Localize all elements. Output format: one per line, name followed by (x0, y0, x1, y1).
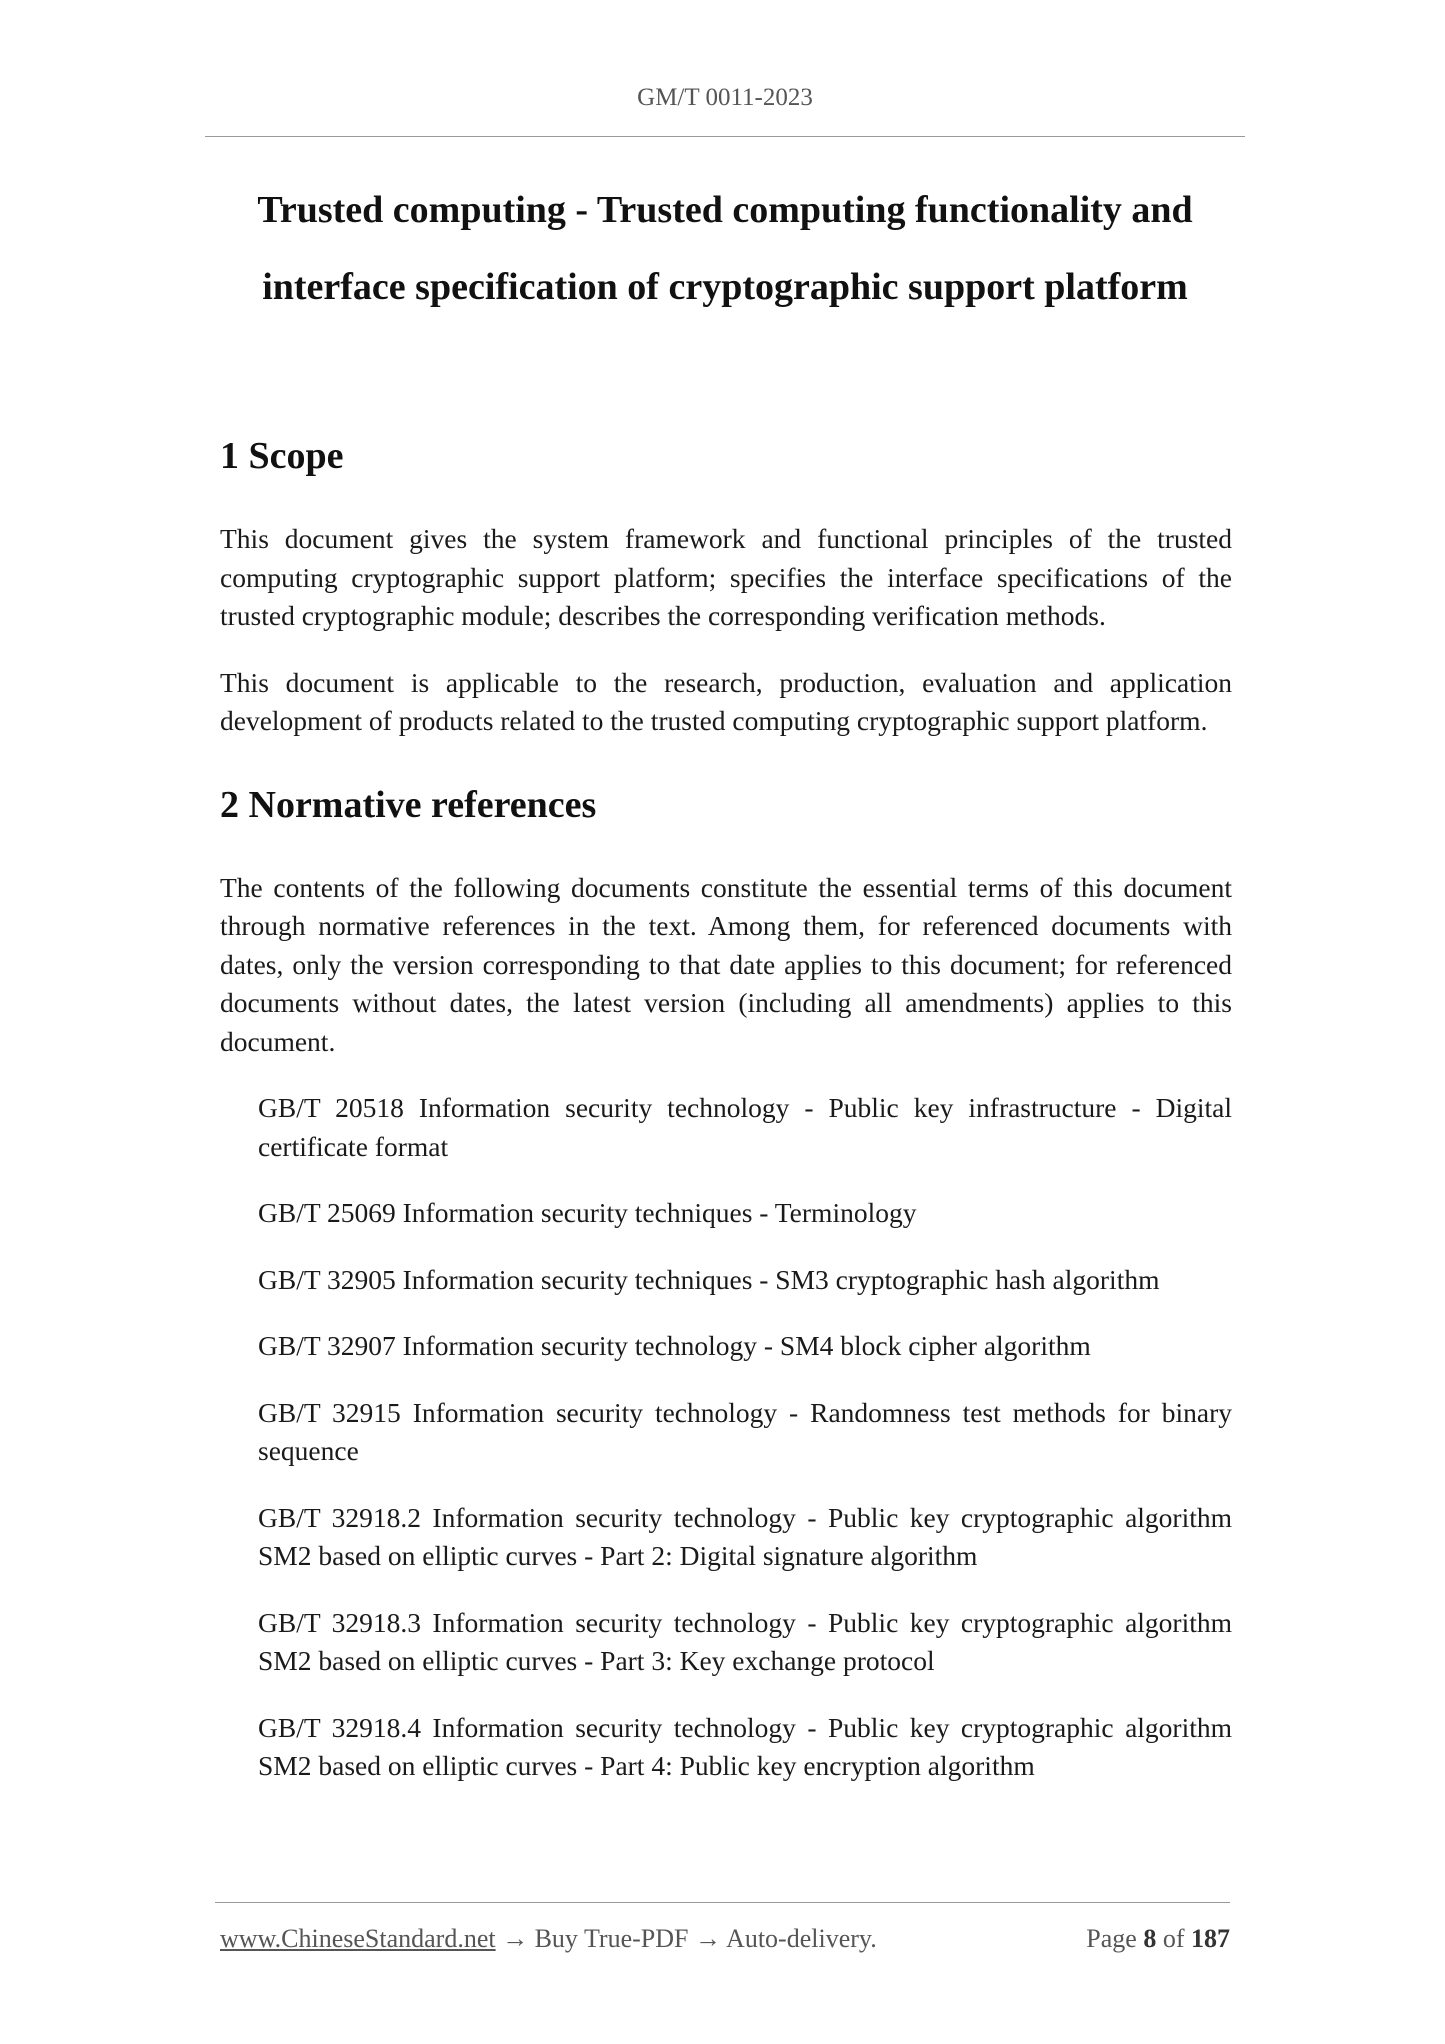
footer-promo-text: → Buy True-PDF → Auto-delivery. (495, 1924, 877, 1953)
normative-intro-paragraph: The contents of the following documents constitute the essential terms of this document through normative references in the text. Among them, for referenced documents with dates, only the version corresponding to that date applies to this document; for referenced documents without dates, the latest version (including all amendments) applies to this document. (220, 871, 1232, 1057)
reference-item: GB/T 25069 Information security techniques - Terminology (258, 1197, 917, 1228)
document-code-header: GM/T 0011-2023 (637, 84, 813, 111)
footer-divider (215, 1902, 1230, 1903)
page-indicator (1086, 1924, 1230, 1954)
scope-paragraph: This document is applicable to the research, production, evaluation and application development of products related to the trusted computing cryptographic support platform. (220, 666, 1232, 736)
of-label: of (1162, 1924, 1185, 1953)
reference-item: GB/T 20518 Information security technology - Public key infrastructure - Digital certificate format (258, 1092, 1232, 1162)
site-link[interactable]: www.ChineseStandard.net (220, 1924, 496, 1953)
page-total: 187 (1191, 1924, 1230, 1953)
document-title-line-1: Trusted computing - Trusted computing functionality and (257, 189, 1193, 231)
reference-item: GB/T 32915 Information security technology - Randomness test methods for binary sequence (258, 1396, 1232, 1466)
page-footer (220, 1924, 1230, 1954)
page-label: Page (1086, 1924, 1137, 1953)
scope-paragraph: This document gives the system framework and functional principles of the trusted computing cryptographic support platform; specifies the interface specifications of the trusted cryptographic module; describes the corresponding verification methods. (220, 523, 1232, 631)
reference-item: GB/T 32907 Information security technology - SM4 block cipher algorithm (258, 1330, 1091, 1361)
document-title (205, 172, 1245, 326)
page-number: 8 (1143, 1924, 1157, 1953)
footer-left (220, 1924, 877, 1954)
reference-item: GB/T 32905 Information security techniques - SM3 cryptographic hash algorithm (258, 1263, 1160, 1295)
document-body (220, 426, 1232, 1786)
reference-item: GB/T 32918.4 Information security technology - Public key cryptographic algorithm SM2 based on elliptic curves - Part 4: Public key encryption algorithm (258, 1711, 1232, 1781)
document-title-line-2: interface specification of cryptographic support platform (262, 266, 1188, 308)
section-heading-scope: 1 Scope (220, 435, 344, 477)
reference-item: GB/T 32918.3 Information security technology - Public key cryptographic algorithm SM2 based on elliptic curves - Part 3: Key exchange protocol (258, 1606, 1232, 1676)
reference-item: GB/T 32918.2 Information security technology - Public key cryptographic algorithm SM2 based on elliptic curves - Part 2: Digital signature algorithm (258, 1501, 1232, 1571)
section-heading-normative-references: 2 Normative references (220, 783, 597, 826)
reference-list (220, 1089, 1232, 1786)
header-divider (205, 136, 1245, 137)
